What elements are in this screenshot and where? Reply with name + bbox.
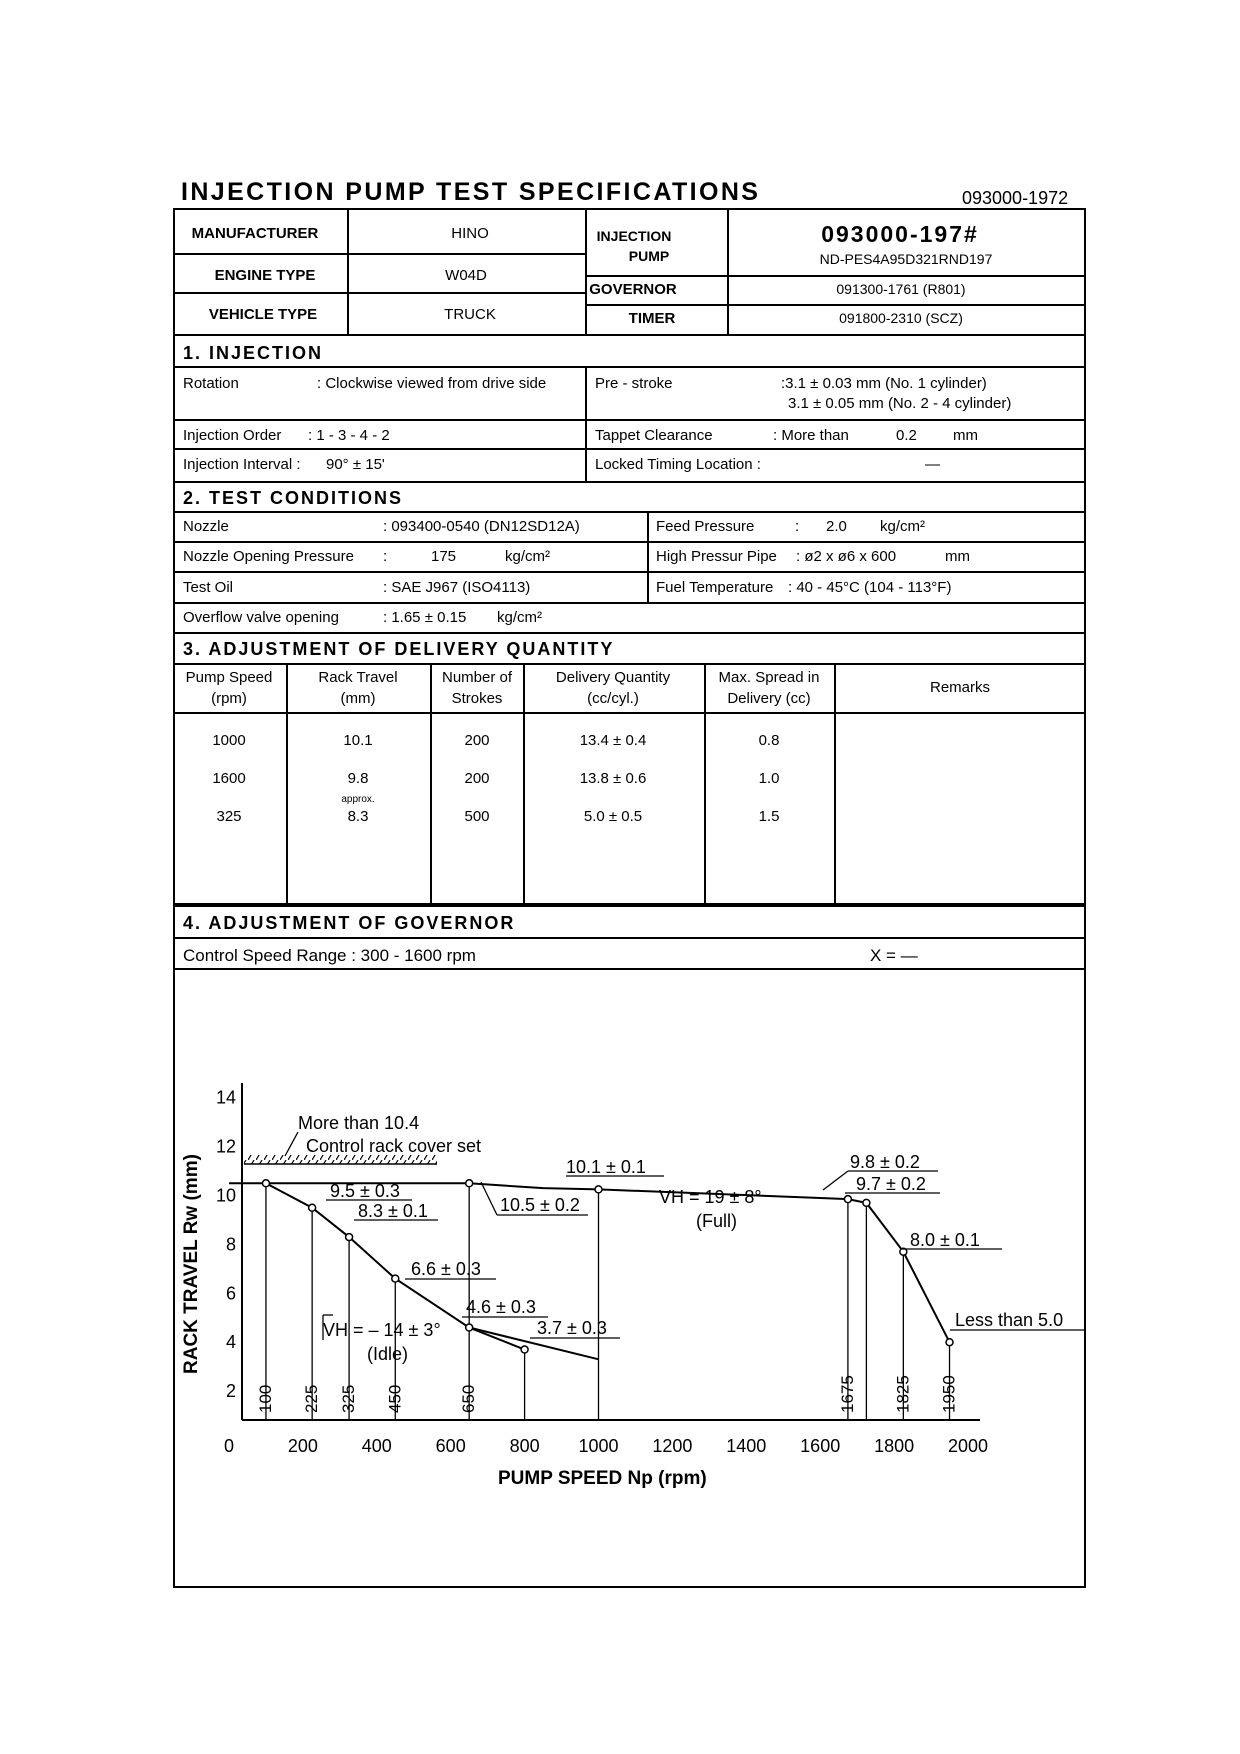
y-tick-label: 6 — [225, 1283, 236, 1304]
prestroke-value-2: 3.1 ± 0.05 mm (No. 2 - 4 cylinder) — [788, 395, 1012, 412]
table-cell: 13.4 ± 0.4 — [579, 732, 647, 749]
table-cell: 325 — [216, 808, 242, 825]
y-tick-label: 8 — [225, 1234, 236, 1255]
vehicle-type-value: TRUCK — [444, 306, 496, 323]
table-cell: 9.8 — [347, 770, 369, 787]
y-axis-label: RACK TRAVEL Rw (mm) — [181, 1154, 202, 1374]
injection-pump-number: 093000-197# — [821, 221, 979, 247]
annotation-3-7: 3.7 ± 0.3 — [537, 1318, 607, 1338]
data-point — [466, 1324, 473, 1331]
chart-axes — [242, 1083, 980, 1420]
injection-section-heading: 1. INJECTION — [183, 343, 324, 363]
prestroke-label: Pre - stroke — [595, 375, 673, 392]
high-pressure-pipe-label: High Pressur Pipe — [656, 548, 777, 565]
approx-note: approx. — [341, 794, 375, 805]
speed-label: 650 — [459, 1384, 479, 1413]
x-value: X = — — [870, 946, 918, 965]
annotation-8-3: 8.3 ± 0.1 — [358, 1201, 428, 1221]
injection-order-value: : 1 - 3 - 4 - 2 — [308, 427, 390, 444]
y-tick-label: 2 — [225, 1381, 236, 1402]
series-line — [866, 1203, 949, 1342]
tappet-clearance-value: 0.2 — [896, 427, 917, 444]
engine-type-label: ENGINE TYPE — [214, 267, 316, 284]
rotation-value: : Clockwise viewed from drive side — [317, 375, 547, 392]
x-tick-label: 2000 — [947, 1436, 989, 1456]
table-cell: 500 — [464, 808, 490, 825]
table-cell: 1000 — [212, 732, 246, 749]
speed-label: 225 — [302, 1384, 322, 1413]
y-tick-label: 10 — [215, 1185, 236, 1206]
column-header: Delivery Quantity — [555, 669, 671, 686]
column-header: Rack Travel — [318, 669, 398, 686]
x-tick-label: 400 — [361, 1436, 392, 1456]
column-header: Remarks — [929, 679, 991, 696]
test-oil-label: Test Oil — [183, 579, 234, 596]
column-header-sub: (rpm) — [211, 690, 247, 707]
governor-label: GOVERNOR — [589, 281, 677, 298]
page-title: INJECTION PUMP TEST SPECIFICATIONS — [181, 178, 761, 206]
table-cell: 1.5 — [758, 808, 780, 825]
table-cell: 1600 — [212, 770, 246, 787]
data-point — [946, 1339, 953, 1346]
column-header: Pump Speed — [185, 669, 273, 686]
document-number: 093000-1972 — [962, 188, 1069, 208]
rotation-label: Rotation — [183, 375, 239, 392]
nozzle-opening-pressure-value: 175 — [431, 548, 457, 565]
annotation-8-0: 8.0 ± 0.1 — [910, 1230, 980, 1250]
x-tick-label: 0 — [223, 1436, 235, 1456]
timer-label: TIMER — [628, 310, 676, 327]
annotation-10-1: 10.1 ± 0.1 — [566, 1157, 646, 1177]
table-cell: 10.1 — [343, 732, 373, 749]
governor-value: 091300-1761 (R801) — [836, 281, 966, 297]
speed-label: 1675 — [837, 1375, 857, 1413]
annotation-full: (Full) — [696, 1211, 737, 1231]
x-tick-label: 600 — [435, 1436, 466, 1456]
data-point — [346, 1234, 353, 1241]
nozzle-value: : 093400-0540 (DN12SD12A) — [383, 518, 580, 535]
table-cell: 200 — [464, 732, 490, 749]
tappet-clearance-unit: mm — [953, 427, 978, 444]
feed-pressure-value: 2.0 — [826, 518, 847, 535]
column-header-sub: (mm) — [340, 690, 376, 707]
injection-pump-label: INJECTION — [596, 228, 672, 244]
locked-timing-label: Locked Timing Location : — [595, 456, 761, 473]
table-cell: 1.0 — [758, 770, 780, 787]
x-tick-label: 1200 — [652, 1436, 693, 1456]
delivery-section-heading: 3. ADJUSTMENT OF DELIVERY QUANTITY — [183, 639, 615, 659]
column-header-sub: Delivery (cc) — [727, 690, 811, 707]
manufacturer-label: MANUFACTURER — [191, 225, 319, 242]
test-oil-value: : SAE J967 (ISO4113) — [383, 579, 531, 596]
rack-cover-hatching — [244, 1155, 437, 1164]
annotation-9-5: 9.5 ± 0.3 — [330, 1181, 400, 1201]
x-tick-label: 800 — [509, 1436, 540, 1456]
tappet-clearance-prefix: : More than — [773, 427, 849, 444]
column-header-sub: (cc/cyl.) — [587, 690, 639, 707]
fuel-temperature-value: : 40 - 45°C (104 - 113°F) — [788, 579, 952, 596]
annotation-vh-idle: VH = – 14 ± 3° — [323, 1320, 441, 1340]
high-pressure-pipe-value: : ø2 x ø6 x 600 — [796, 548, 897, 565]
annotation-6-6: 6.6 ± 0.3 — [411, 1259, 481, 1279]
table-cell: 5.0 ± 0.5 — [583, 808, 643, 825]
annotation-rack-cover: Control rack cover set — [306, 1136, 482, 1156]
prestroke-value: :3.1 ± 0.03 mm (No. 1 cylinder) — [781, 375, 987, 392]
table-cell: 200 — [464, 770, 490, 787]
nozzle-label: Nozzle — [183, 518, 229, 535]
x-axis-label: PUMP SPEED Np (rpm) — [498, 1468, 707, 1489]
x-tick-label: 200 — [287, 1436, 318, 1456]
column-header: Max. Spread in — [718, 669, 820, 686]
y-tick-label: 14 — [215, 1087, 236, 1108]
locked-timing-value: — — [925, 456, 940, 473]
manufacturer-value: HINO — [451, 225, 489, 242]
injection-pump-model: ND-PES4A95D321RND197 — [819, 251, 993, 267]
table-cell: 13.8 ± 0.6 — [579, 770, 647, 787]
overflow-valve-label: Overflow valve opening — [183, 609, 339, 626]
high-pressure-pipe-unit: mm — [945, 548, 970, 565]
data-point — [262, 1180, 269, 1187]
column-header-sub: Strokes — [451, 690, 503, 707]
test-conditions-heading: 2. TEST CONDITIONS — [183, 488, 404, 508]
column-header: Number of — [441, 669, 513, 686]
annotation-less-than-5: Less than 5.0 — [955, 1310, 1064, 1330]
fuel-temperature-label: Fuel Temperature — [656, 579, 774, 596]
table-cell: 0.8 — [758, 732, 780, 749]
data-point — [844, 1196, 851, 1203]
x-tick-label: 1000 — [578, 1436, 619, 1456]
tappet-clearance-label: Tappet Clearance — [595, 427, 713, 444]
annotation-4-6: 4.6 ± 0.3 — [466, 1297, 536, 1317]
x-tick-label: 1600 — [800, 1436, 841, 1456]
speed-label: 1825 — [893, 1375, 913, 1413]
nozzle-opening-pressure-label: Nozzle Opening Pressure — [183, 548, 354, 565]
nozzle-opening-pressure-unit: kg/cm² — [505, 548, 550, 565]
annotation-more-than: More than 10.4 — [298, 1113, 420, 1133]
data-point — [863, 1199, 870, 1206]
y-tick-label: 4 — [225, 1332, 236, 1353]
speed-label: 1950 — [939, 1375, 959, 1413]
speed-label: 100 — [255, 1384, 275, 1413]
annotation-9-8: 9.8 ± 0.2 — [850, 1152, 920, 1172]
data-point — [466, 1180, 473, 1187]
speed-label: 325 — [339, 1384, 359, 1413]
feed-pressure-label: Feed Pressure — [656, 518, 755, 535]
vehicle-type-label: VEHICLE TYPE — [208, 306, 318, 323]
speed-label: 450 — [385, 1384, 405, 1413]
y-tick-label: 12 — [215, 1136, 236, 1157]
annotation-vh-full: VH = 19 ± 8° — [659, 1187, 762, 1207]
feed-pressure-colon: : — [795, 518, 800, 535]
annotation-10-5: 10.5 ± 0.2 — [500, 1195, 580, 1215]
annotation-9-7: 9.7 ± 0.2 — [856, 1174, 926, 1194]
x-tick-label: 1400 — [726, 1436, 767, 1456]
data-point — [392, 1275, 399, 1282]
timer-value: 091800-2310 (SCZ) — [839, 310, 963, 326]
engine-type-value: W04D — [445, 267, 487, 284]
table-cell: 8.3 — [347, 808, 369, 825]
nozzle-opening-pressure-colon: : — [383, 548, 388, 565]
injection-interval-value: 90° ± 15' — [326, 456, 385, 473]
overflow-valve-value: : 1.65 ± 0.15 — [383, 609, 467, 626]
annotation-idle: (Idle) — [367, 1344, 409, 1364]
control-speed-range: Control Speed Range : 300 - 1600 rpm — [183, 946, 476, 965]
injection-interval-label: Injection Interval : — [183, 456, 301, 473]
feed-pressure-unit: kg/cm² — [880, 518, 925, 535]
injection-order-label: Injection Order — [183, 427, 282, 444]
data-point — [309, 1204, 316, 1211]
data-point — [521, 1346, 528, 1353]
overflow-valve-unit: kg/cm² — [497, 609, 542, 626]
injection-pump-label-2: PUMP — [628, 248, 670, 264]
x-tick-label: 1800 — [874, 1436, 915, 1456]
data-point — [595, 1186, 602, 1193]
governor-section-heading: 4. ADJUSTMENT OF GOVERNOR — [183, 913, 516, 933]
